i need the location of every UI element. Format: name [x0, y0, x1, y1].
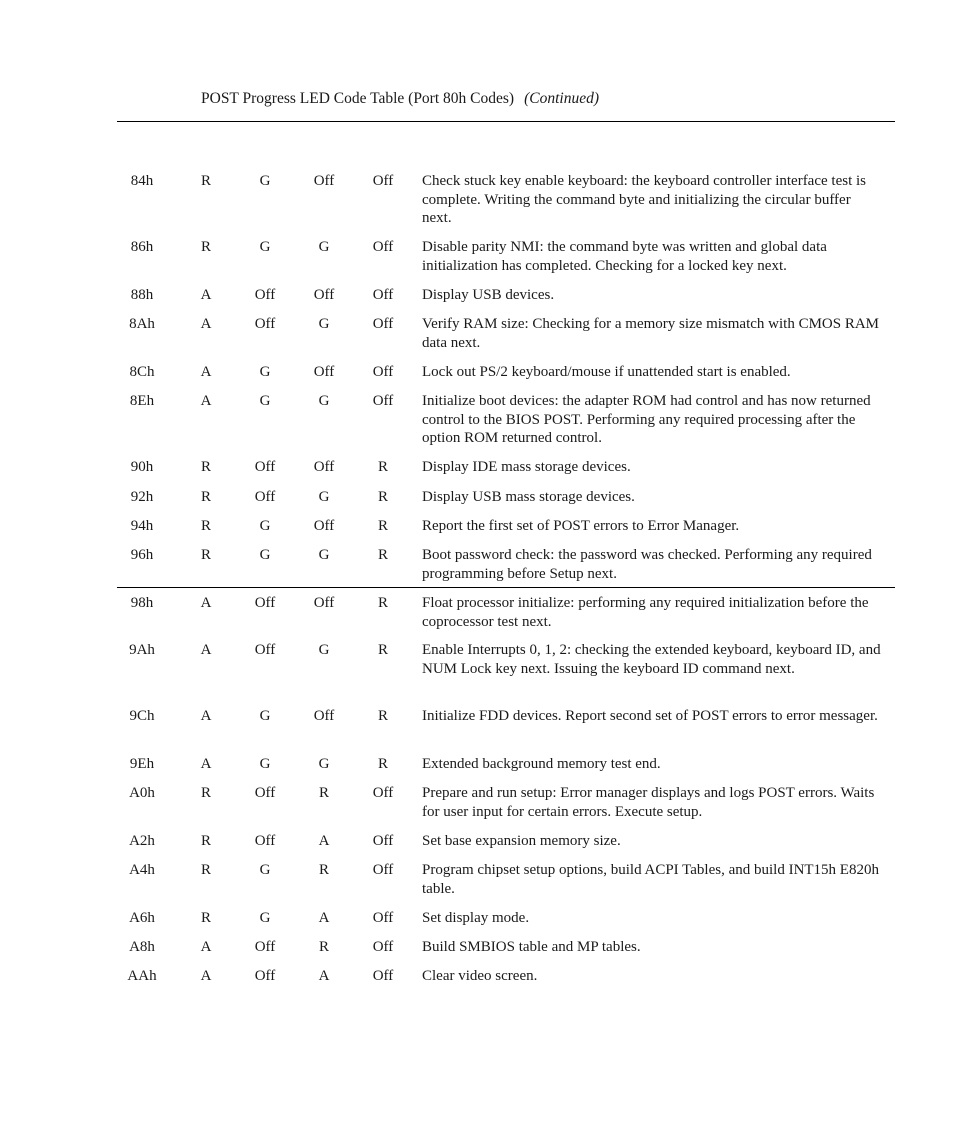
post-code: 9Ch: [129, 708, 155, 724]
led-4: Off: [372, 910, 394, 926]
led-2: Off: [254, 785, 276, 801]
description: Initialize FDD devices. Report second set of POST errors to error messager.: [422, 708, 878, 724]
led-1: R: [200, 459, 211, 475]
description: Float processor initialize: performing any required initialization before the coprocessor test next.: [422, 595, 869, 630]
led-2: Off: [254, 968, 276, 984]
led-4: R: [377, 595, 388, 611]
led-4: Off: [372, 939, 394, 955]
section-rule: [117, 587, 895, 588]
led-2: G: [259, 862, 271, 878]
led-2: G: [259, 708, 271, 724]
post-code: 9Ah: [129, 642, 155, 658]
led-3: Off: [313, 518, 335, 534]
led-2: Off: [254, 833, 276, 849]
description: Lock out PS/2 keyboard/mouse if unattended start is enabled.: [422, 364, 791, 380]
post-code: A6h: [129, 910, 155, 926]
led-2: Off: [254, 489, 276, 505]
led-2: G: [259, 173, 271, 189]
post-code: A2h: [129, 833, 155, 849]
led-1: A: [200, 968, 212, 984]
description: Report the first set of POST errors to Error Manager.: [422, 518, 740, 534]
description: Build SMBIOS table and MP tables.: [422, 939, 641, 955]
led-3: R: [318, 785, 329, 801]
led-3: Off: [313, 173, 335, 189]
led-2: Off: [254, 595, 276, 611]
led-2: G: [259, 910, 271, 926]
description: Display USB devices.: [422, 287, 555, 303]
led-3: A: [318, 833, 330, 849]
post-code: 96h: [130, 547, 154, 563]
led-1: R: [200, 862, 211, 878]
table-title: POST Progress LED Code Table (Port 80h Codes): [201, 90, 515, 107]
led-4: R: [377, 708, 388, 724]
led-2: G: [259, 239, 271, 255]
post-code: 88h: [130, 287, 154, 303]
led-1: A: [200, 393, 212, 409]
led-2: Off: [254, 287, 276, 303]
led-3: R: [318, 939, 329, 955]
led-3: G: [318, 547, 330, 563]
post-code: 84h: [130, 173, 154, 189]
led-4: R: [377, 518, 388, 534]
post-code: 8Ch: [129, 364, 155, 380]
description: Display USB mass storage devices.: [422, 489, 635, 505]
description: Prepare and run setup: Error manager displays and logs POST errors. Waits for user input for certain errors. Execute setup.: [422, 785, 875, 820]
led-2: G: [259, 518, 271, 534]
led-3: G: [318, 393, 330, 409]
led-3: Off: [313, 287, 335, 303]
led-4: Off: [372, 239, 394, 255]
led-4: R: [377, 547, 388, 563]
led-1: A: [200, 756, 212, 772]
led-2: G: [259, 756, 271, 772]
led-1: A: [200, 642, 212, 658]
description: Set base expansion memory size.: [422, 833, 621, 849]
led-2: Off: [254, 642, 276, 658]
page-header: [201, 90, 599, 108]
post-code: 8Eh: [129, 393, 155, 409]
description: Set display mode.: [422, 910, 530, 926]
led-2: Off: [254, 459, 276, 475]
led-1: R: [200, 785, 211, 801]
header-rule: [117, 121, 895, 122]
led-2: G: [259, 393, 271, 409]
led-1: R: [200, 547, 211, 563]
post-code: 86h: [130, 239, 154, 255]
led-4: R: [377, 756, 388, 772]
post-code: A8h: [129, 939, 155, 955]
led-1: R: [200, 518, 211, 534]
led-3: G: [318, 756, 330, 772]
led-4: R: [377, 459, 388, 475]
description: Enable Interrupts 0, 1, 2: checking the extended keyboard, keyboard ID, and NUM Lock key next. Issuing the keyboard ID command next.: [422, 642, 881, 677]
post-code: A4h: [129, 862, 155, 878]
led-3: G: [318, 489, 330, 505]
led-1: A: [200, 708, 212, 724]
post-code: 8Ah: [129, 316, 155, 332]
led-2: Off: [254, 939, 276, 955]
led-1: R: [200, 239, 211, 255]
led-4: Off: [372, 393, 394, 409]
post-code: 90h: [130, 459, 154, 475]
description: Extended background memory test end.: [422, 756, 661, 772]
led-4: Off: [372, 364, 394, 380]
post-code: 98h: [130, 595, 154, 611]
post-code: 94h: [130, 518, 154, 534]
led-4: Off: [372, 173, 394, 189]
led-1: R: [200, 910, 211, 926]
led-2: G: [259, 364, 271, 380]
led-4: Off: [372, 287, 394, 303]
led-1: R: [200, 833, 211, 849]
led-4: Off: [372, 833, 394, 849]
led-4: Off: [372, 785, 394, 801]
post-code: A0h: [129, 785, 155, 801]
led-4: Off: [372, 968, 394, 984]
led-4: R: [377, 642, 388, 658]
description: Program chipset setup options, build ACPI Tables, and build INT15h E820h table.: [422, 862, 879, 897]
led-4: R: [377, 489, 388, 505]
description: Boot password check: the password was checked. Performing any required programming before Setup next.: [422, 547, 872, 582]
description: Initialize boot devices: the adapter ROM had control and has now returned control to the BIOS POST. Performing any required processing after the option ROM returned control.: [422, 393, 871, 447]
led-1: A: [200, 364, 212, 380]
post-code: AAh: [127, 968, 157, 984]
led-1: R: [200, 173, 211, 189]
led-3: Off: [313, 459, 335, 475]
led-3: Off: [313, 364, 335, 380]
led-3: G: [318, 316, 330, 332]
led-3: G: [318, 642, 330, 658]
led-2: Off: [254, 316, 276, 332]
led-3: R: [318, 862, 329, 878]
description: Verify RAM size: Checking for a memory size mismatch with CMOS RAM data next.: [422, 316, 880, 351]
description: Clear video screen.: [422, 968, 538, 984]
led-3: A: [318, 910, 330, 926]
led-1: A: [200, 595, 212, 611]
led-2: G: [259, 547, 271, 563]
led-1: A: [200, 939, 212, 955]
led-3: Off: [313, 708, 335, 724]
post-code: 9Eh: [129, 756, 155, 772]
description: Disable parity NMI: the command byte was written and global data initialization has completed. Checking for a locked key next.: [422, 239, 827, 274]
description: Check stuck key enable keyboard: the keyboard controller interface test is complete. Writing the command byte and initializing the circular buffer next.: [422, 173, 866, 227]
led-3: A: [318, 968, 330, 984]
led-1: R: [200, 489, 211, 505]
led-1: A: [200, 316, 212, 332]
continued-label: (Continued): [524, 90, 599, 107]
description: Display IDE mass storage devices.: [422, 459, 631, 475]
led-4: Off: [372, 862, 394, 878]
led-3: Off: [313, 595, 335, 611]
led-1: A: [200, 287, 212, 303]
led-3: G: [318, 239, 330, 255]
post-code: 92h: [130, 489, 154, 505]
led-4: Off: [372, 316, 394, 332]
